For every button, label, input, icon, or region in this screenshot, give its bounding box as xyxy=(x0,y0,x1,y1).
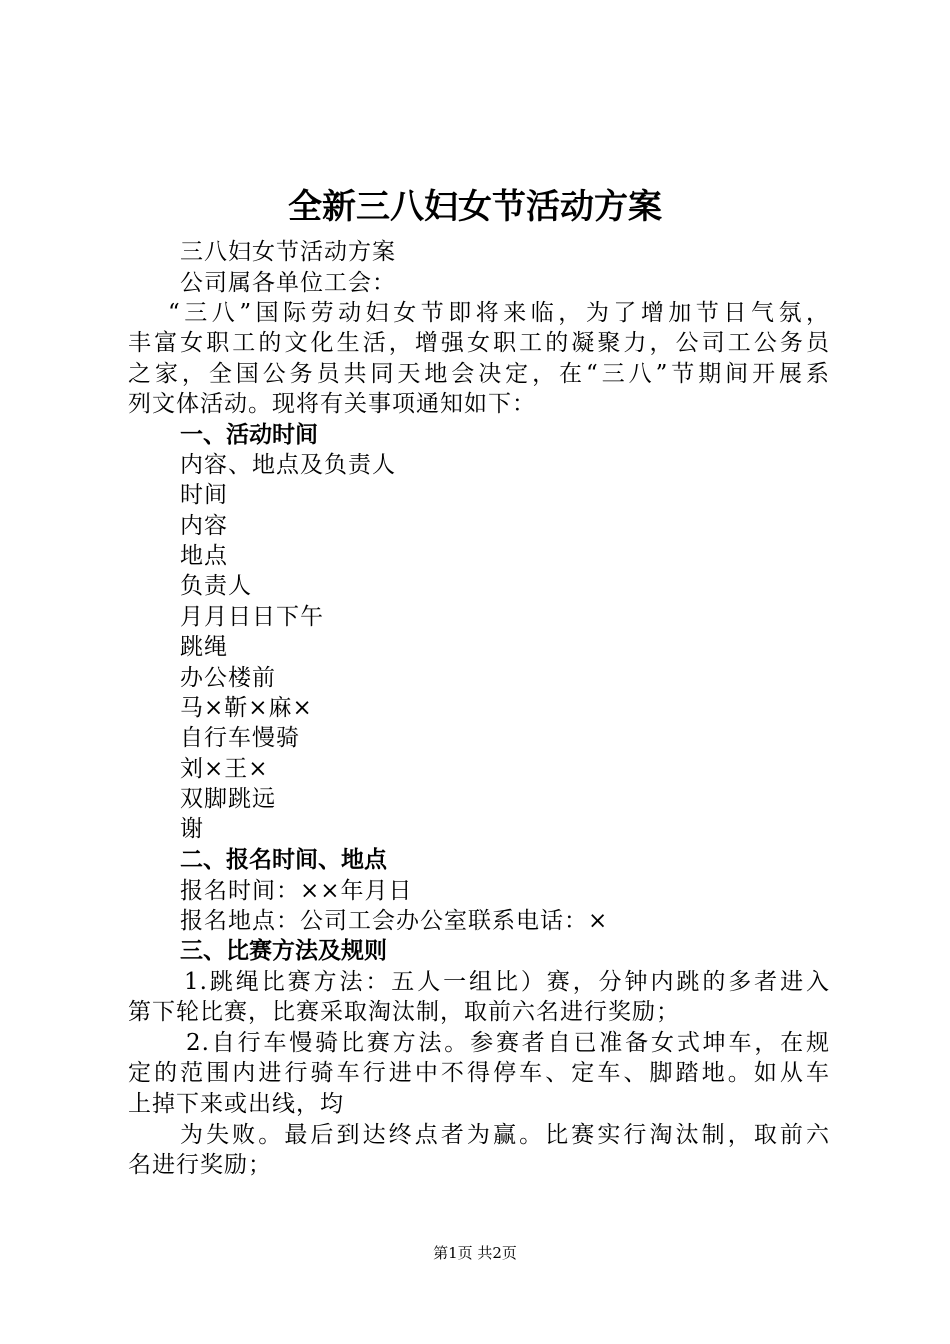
list-item: 内容、地点及负责人 xyxy=(180,452,396,478)
section-heading: 三、比赛方法及规则 xyxy=(180,938,387,964)
section-heading: 二、报名时间、地点 xyxy=(180,847,387,873)
list-item: 办公楼前 xyxy=(180,665,276,691)
list-item: 内容 xyxy=(180,513,228,539)
rule-line: 1.跳绳比赛方法：五人一组比）赛，分钟内跳的多者进入 xyxy=(184,969,830,995)
salutation: 公司属各单位工会： xyxy=(180,270,396,296)
list-item: 月月日日下午 xyxy=(180,604,324,630)
rule-line: 为失败。最后到达终点者为赢。比赛实行淘汰制，取前六 xyxy=(180,1122,830,1148)
list-item: 谢 xyxy=(180,816,204,842)
page-footer: 第1页 共2页 xyxy=(433,1244,517,1262)
list-item: 双脚跳远 xyxy=(180,786,276,812)
rule-line: 2.自行车慢骑比赛方法。参赛者自已准备女式坤车，在规 xyxy=(186,1030,830,1056)
document-title: 全新三八妇女节活动方案 xyxy=(288,187,662,227)
list-item: 地点 xyxy=(180,543,228,569)
list-item: 跳绳 xyxy=(180,634,228,660)
list-item: 马×靳×麻× xyxy=(180,695,313,721)
section-heading: 一、活动时间 xyxy=(180,422,318,448)
rule-line: 第下轮比赛，比赛采取淘汰制，取前六名进行奖励； xyxy=(128,999,680,1025)
rule-line: 定的范围内进行骑车行进中不得停车、定车、脚踏地。如从车 xyxy=(128,1060,830,1086)
list-item: 刘×王× xyxy=(180,756,269,782)
rule-line: 名进行奖励； xyxy=(128,1152,272,1178)
list-item: 自行车慢骑 xyxy=(180,725,300,751)
intro-line: 之家，全国公务员共同天地会决定，在“三八”节期间开展系 xyxy=(128,361,830,387)
list-item: 时间 xyxy=(180,482,228,508)
intro-line: 列文体活动。现将有关事项通知如下： xyxy=(128,391,536,417)
intro-line: 丰富女职工的文化生活，增强女职工的凝聚力，公司工公务员 xyxy=(128,330,830,356)
list-item: 报名地点：公司工会办公室联系电话：× xyxy=(180,908,609,934)
list-item: 报名时间：××年月日 xyxy=(180,878,413,904)
rule-line: 上掉下来或出线，均 xyxy=(128,1091,344,1117)
list-item: 负责人 xyxy=(180,573,252,599)
intro-line: “三八”国际劳动妇女节即将来临，为了增加节日气氛， xyxy=(168,300,830,326)
document-subtitle: 三八妇女节活动方案 xyxy=(180,239,396,265)
